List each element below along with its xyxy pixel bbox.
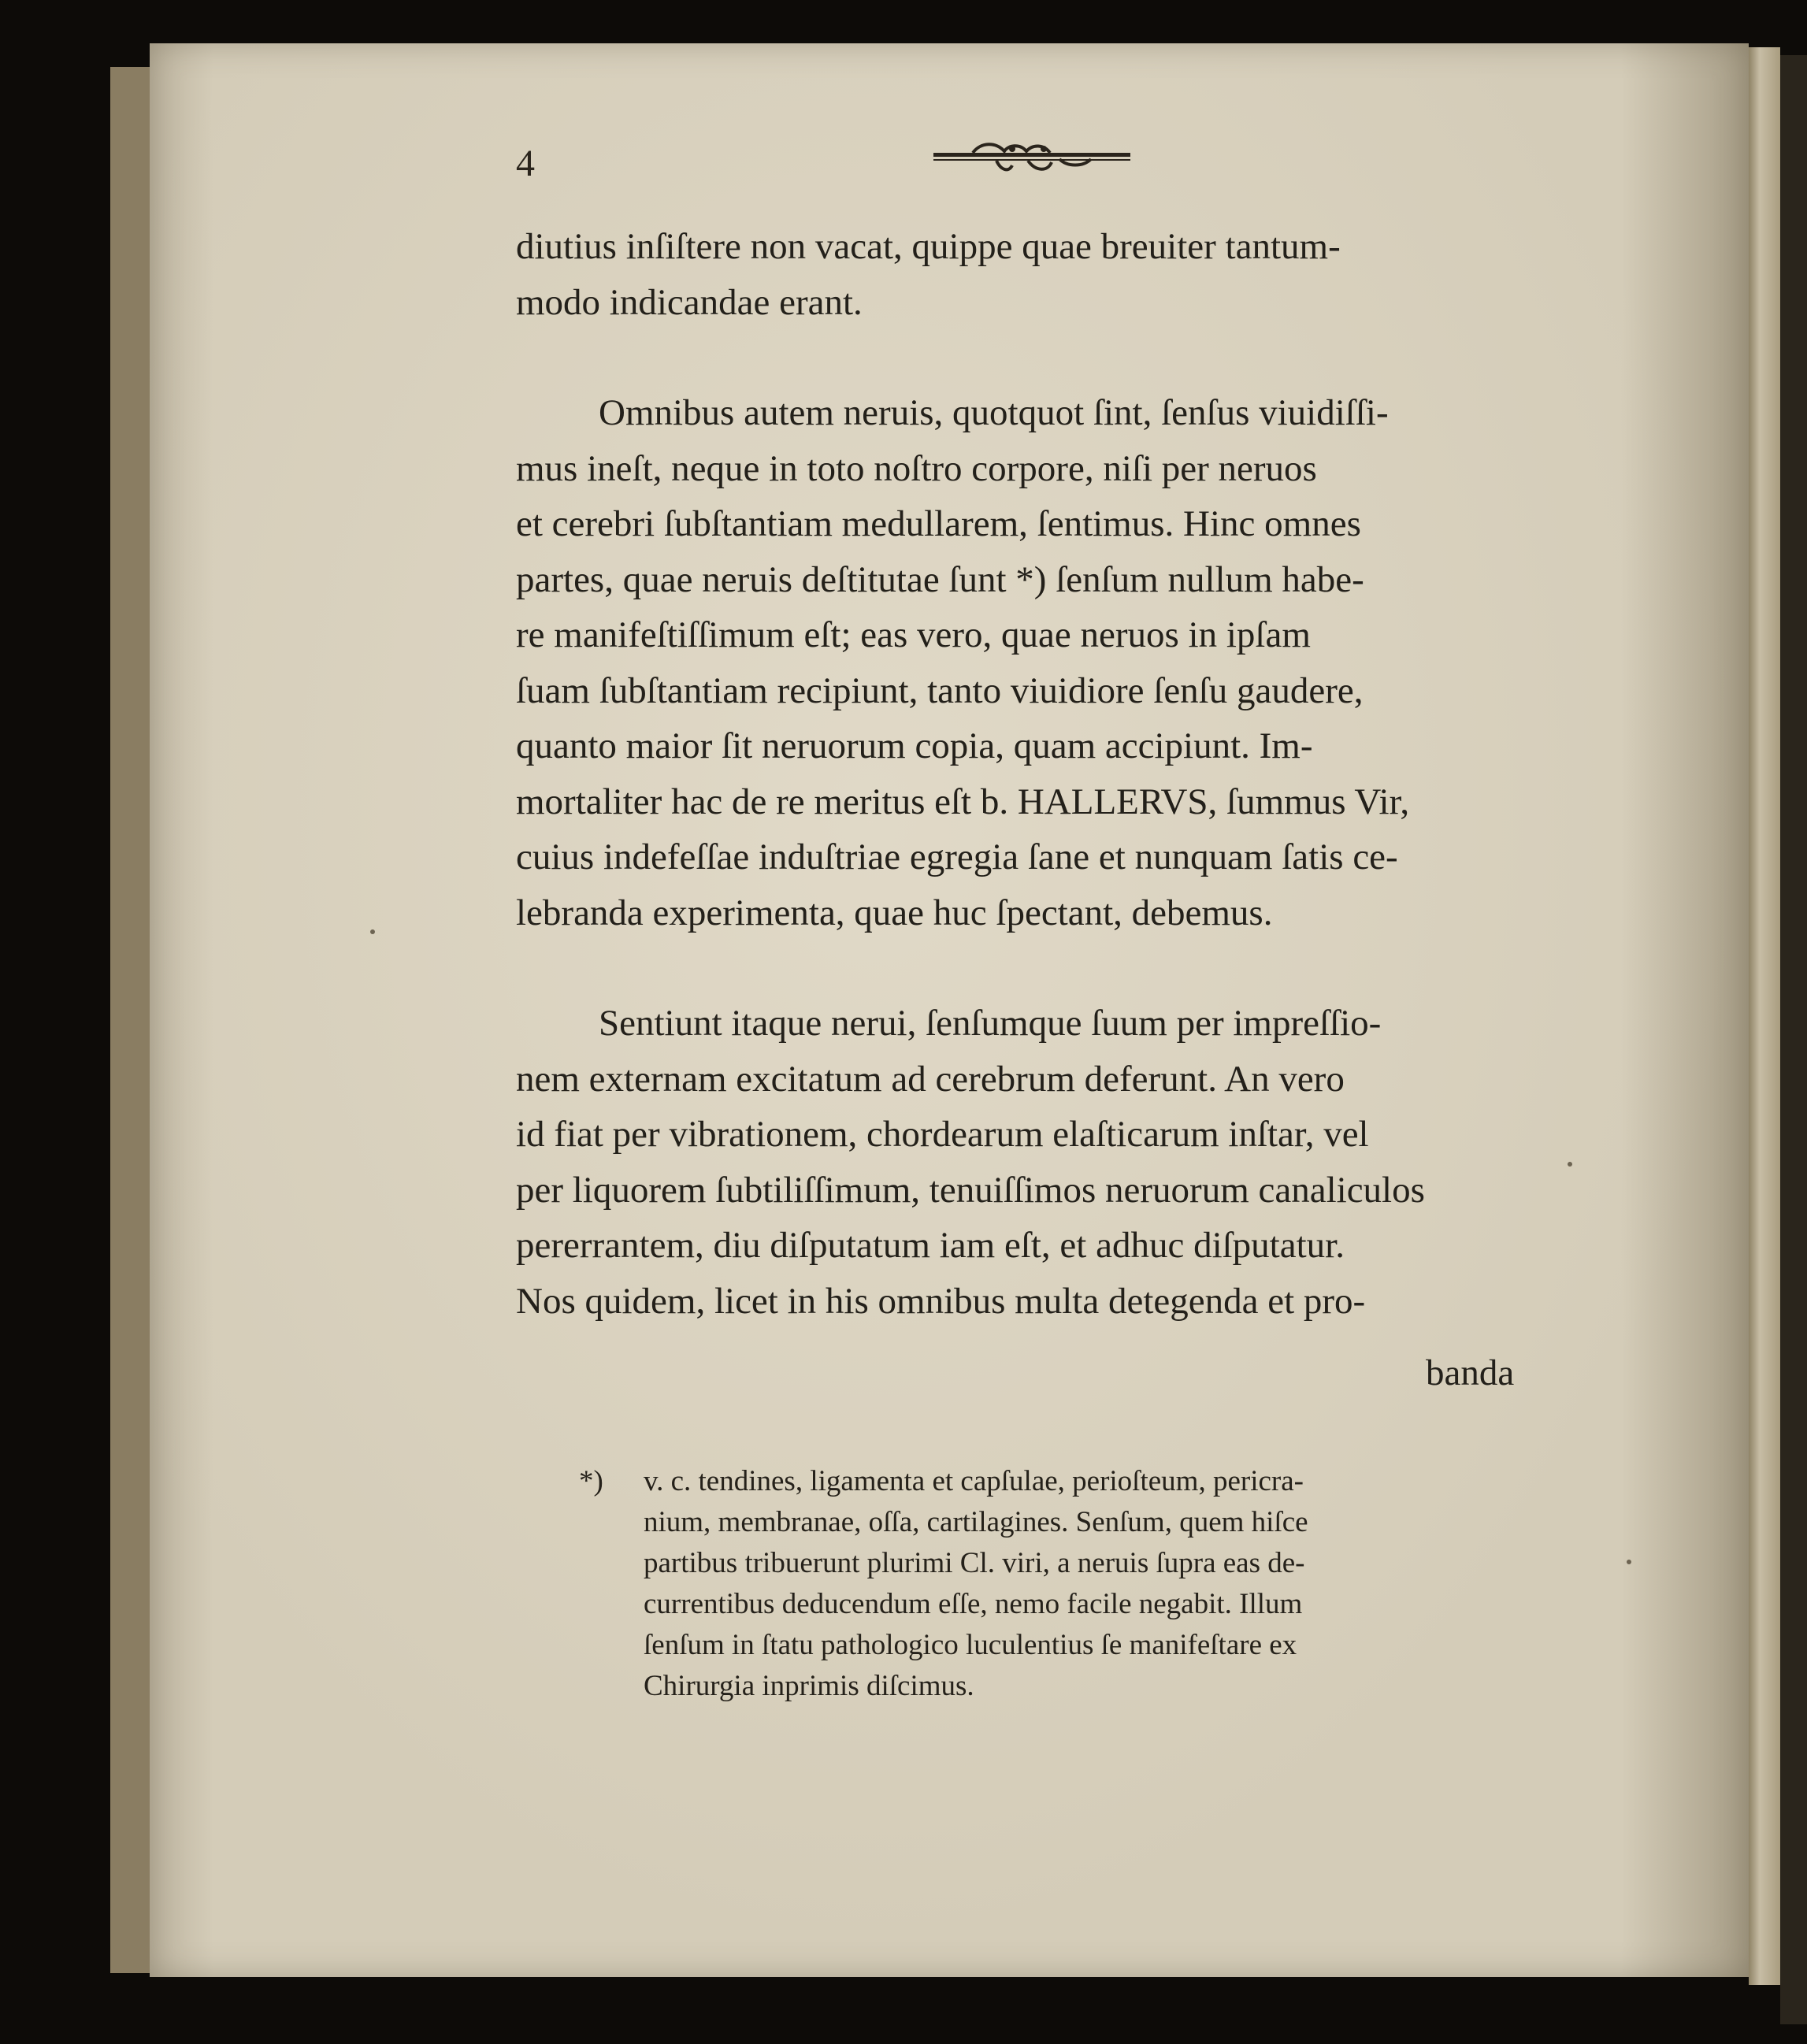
text-line: mortaliter hac de re meritus eſt b. HALLERVS, ſummus Vir, [516,781,1410,822]
text-line: modo indicandae erant. [516,281,863,323]
text-line: diutius inſiſtere non vacat, quippe quae breuiter tantum- [516,226,1341,267]
text-line: mus ineſt, neque in toto noſtro corpore, niſi per neruos [516,447,1317,489]
page-gutter [1749,47,1780,1985]
footnote-text [644,1461,1536,1707]
footnote-line: currentibus deducendum eſſe, nemo facile negabit. Illum [644,1588,1303,1620]
text-line: pererrantem, diu diſputatum iam eſt, et adhuc diſputatur. [516,1225,1345,1266]
catchword: banda [1426,1352,1515,1393]
page-number: 4 [516,143,535,184]
text-line: cuius indefeſſae induſtriae egregia ſane et nunquam ſatis ce- [516,837,1398,877]
footnote-line: Chirurgia inprimis diſcimus. [644,1670,974,1702]
paragraph-2 [516,385,1540,940]
paper-speck [1627,1560,1631,1564]
body-text [516,219,1540,1329]
footnote-line: partibus tribuerunt plurimi Cl. viri, a neruis ſupra eas de- [644,1547,1305,1579]
paragraph-3 [516,996,1540,1329]
text-line: Sentiunt itaque nerui, ſenſumque ſuum per impreſſio- [599,1003,1382,1044]
paragraph-1 [516,219,1540,330]
footnote-line: ſenſum in ſtatu pathologico luculentius ſe manifeſtare ex [644,1629,1297,1661]
text-line: quanto maior ſit neruorum copia, quam accipiunt. Im- [516,725,1313,766]
text-line: per liquorem ſubtiliſſimum, tenuiſſimos neruorum canaliculos [516,1169,1425,1211]
text-line: Nos quidem, licet in his omnibus multa detegenda et pro- [516,1280,1366,1322]
footnote-line: nium, membranae, oſſa, cartilagines. Senſum, quem hiſce [644,1506,1308,1538]
text-line: nem externam excitatum ad cerebrum deferunt. An vero [516,1058,1345,1100]
footnote-line: v. c. tendines, ligamenta et capſulae, perioſteum, pericra- [644,1465,1304,1497]
text-line: partes, quae neruis deſtitutae ſunt *) ſenſum nullum habe- [516,558,1364,600]
text-line: ſuam ſubſtantiam recipiunt, tanto viuidiore ſenſu gaudere, [516,670,1364,711]
paper-speck [370,929,375,934]
text-line: re manifeſtiſſimum eſt; eas vero, quae neruos in ipſam [516,614,1311,655]
text-line: lebranda experimenta, quae huc ſpectant, debemus. [516,892,1273,933]
text-line: id fiat per vibrationem, chordearum elaſticarum inſtar, vel [516,1114,1369,1155]
footnote-marker: *) [579,1465,603,1497]
footnote [579,1461,1536,1707]
book-edge [1780,55,1807,2024]
text-line: Omnibus autem neruis, quotquot ſint, ſenſus viuidiſſi- [599,392,1389,433]
text-line: et cerebri ſubſtantiam medullarem, ſentimus. Hinc omnes [516,503,1361,544]
paper-speck [1568,1162,1572,1167]
printer-ornament-icon [933,142,1130,177]
